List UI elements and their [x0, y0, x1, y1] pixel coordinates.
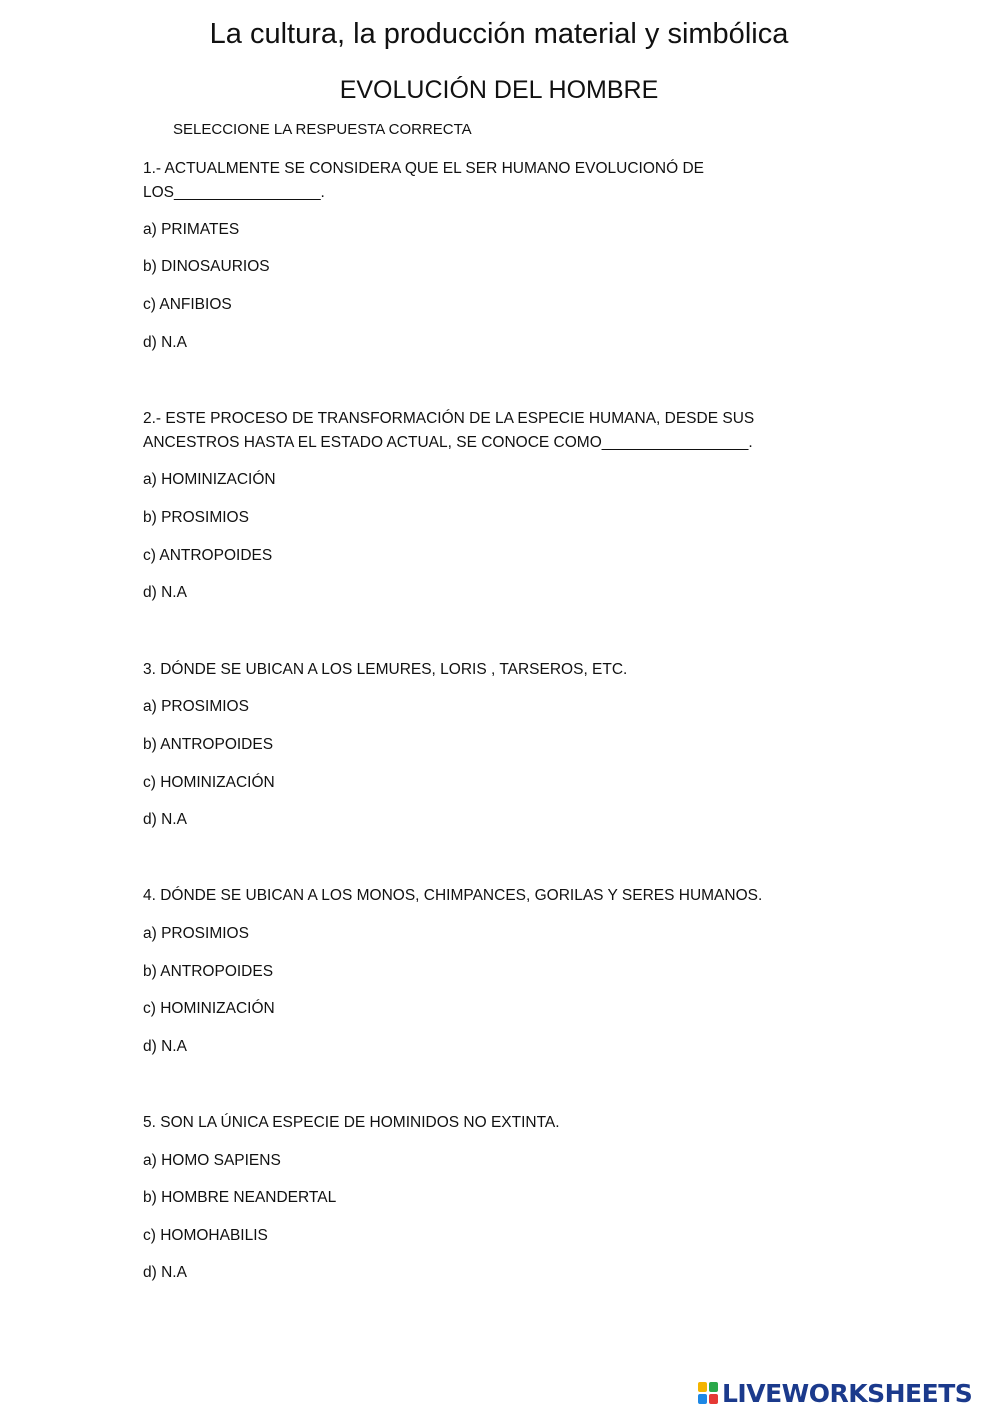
instruction-text: SELECCIONE LA RESPUESTA CORRECTA [173, 121, 472, 138]
question-2-option-c[interactable]: c) ANTROPOIDES [143, 547, 273, 564]
logo-mark-icon [697, 1381, 719, 1405]
question-5-option-d[interactable]: d) N.A [143, 1264, 187, 1281]
question-4-option-d[interactable]: d) N.A [143, 1038, 187, 1055]
question-1-text: 1.- ACTUALMENTE SE CONSIDERA QUE EL SER HUMANO EVOLUCIONÓ DE LOS_________________. [143, 160, 704, 201]
question-2-option-a[interactable]: a) HOMINIZACIÓN [143, 471, 276, 488]
question-4-option-b[interactable]: b) ANTROPOIDES [143, 963, 274, 980]
logo-text: LIVEWORKSHEETS [722, 1378, 973, 1408]
question-1-option-a[interactable]: a) PRIMATES [143, 221, 240, 238]
question-2-text: 2.- ESTE PROCESO DE TRANSFORMACIÓN DE LA ESPECIE HUMANA, DESDE SUS ANCESTROS HASTA EL ESTADO ACTUAL, SE CONOCE COMO_________________. [143, 410, 755, 451]
logo-mark-tile [698, 1382, 707, 1392]
question-1-option-c[interactable]: c) ANFIBIOS [143, 296, 232, 313]
question-1-option-d[interactable]: d) N.A [143, 334, 187, 351]
logo-mark-tile [709, 1382, 718, 1392]
question-5-option-b[interactable]: b) HOMBRE NEANDERTAL [143, 1189, 337, 1206]
question-4-option-a[interactable]: a) PROSIMIOS [143, 925, 249, 942]
question-1-option-b[interactable]: b) DINOSAURIOS [143, 258, 270, 275]
question-5-text: 5. SON LA ÚNICA ESPECIE DE HOMINIDOS NO EXTINTA. [143, 1114, 560, 1131]
page-subtitle: EVOLUCIÓN DEL HOMBRE [339, 76, 659, 104]
logo-mark-tile [709, 1394, 718, 1404]
question-3-option-c[interactable]: c) HOMINIZACIÓN [143, 774, 275, 791]
question-3-option-a[interactable]: a) PROSIMIOS [143, 698, 249, 715]
logo-mark-tile [698, 1394, 707, 1404]
question-2-option-d[interactable]: d) N.A [143, 584, 187, 601]
question-2-option-b[interactable]: b) PROSIMIOS [143, 509, 249, 526]
question-3-option-b[interactable]: b) ANTROPOIDES [143, 736, 274, 753]
question-3-text: 3. DÓNDE SE UBICAN A LOS LEMURES, LORIS , TARSEROS, ETC. [143, 661, 628, 678]
page-title: La cultura, la producción material y simbólica [209, 18, 789, 50]
question-4-option-c[interactable]: c) HOMINIZACIÓN [143, 1000, 275, 1017]
question-5-option-c[interactable]: c) HOMOHABILIS [143, 1227, 268, 1244]
question-4-text: 4. DÓNDE SE UBICAN A LOS MONOS, CHIMPANCES, GORILAS Y SERES HUMANOS. [143, 887, 763, 904]
question-5-option-a[interactable]: a) HOMO SAPIENS [143, 1152, 281, 1169]
liveworksheets-logo [697, 1378, 972, 1408]
question-3-option-d[interactable]: d) N.A [143, 811, 187, 828]
